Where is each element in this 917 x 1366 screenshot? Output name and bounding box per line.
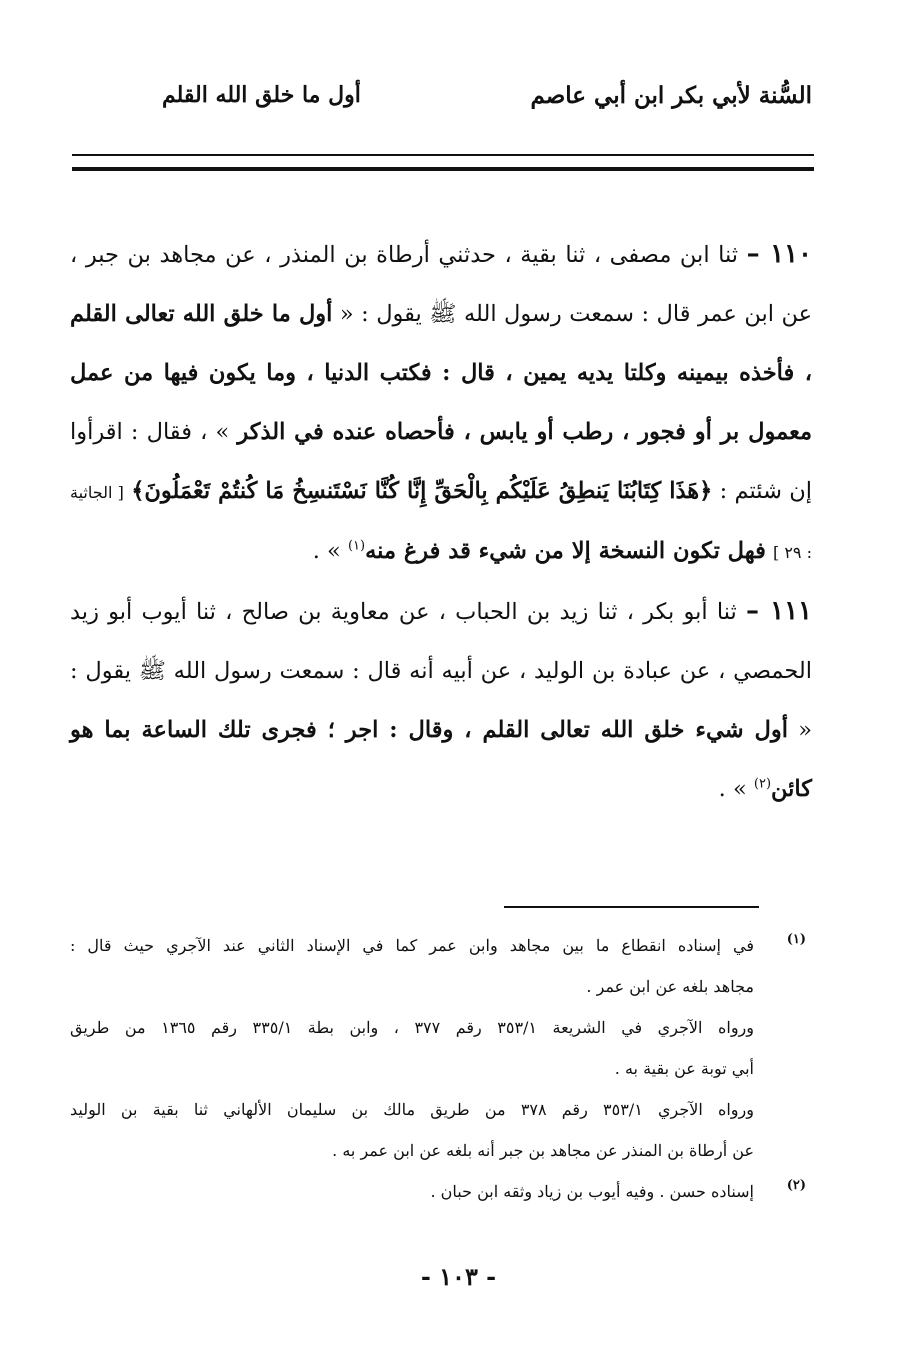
- footnote-line: ورواه الآجري في الشريعة ٣٥٣/١ رقم ٣٧٧ ، وابن بطة ٣٣٥/١ رقم ١٣٦٥ من طريق: [70, 1018, 755, 1037]
- footnote-line: إسناده حسن . وفيه أيوب بن زياد وثقه ابن حبان .: [430, 1182, 754, 1201]
- footnote-ref: (٢): [753, 776, 772, 792]
- footnote-line: عن أرطاة بن المنذر عن مجاهد بن جبر أنه بلغه عن ابن عمر به .: [332, 1141, 754, 1160]
- matn: أول ما خلق الله تعالى القلم ، فأخذه بيمينه وكلتا يديه يمين ، قال : فكتب الدنيا ، وما يكون فيها من عمل معمول بر أو فجور ، رطب أو يابس ، فأحصاه عنده في الذكر: [70, 301, 812, 445]
- footnote-line: ورواه الآجري ٣٥٣/١ رقم ٣٧٨ من طريق مالك بن سليمان الألهاني ثنا بقية بن الوليد: [70, 1100, 754, 1119]
- isnad: ثنا أبو بكر ، ثنا زيد بن الحباب ، عن معاوية بن صالح ، ثنا أيوب أبو زيد الحمصي ، عن عبادة بن الوليد ، عن أبيه أنه قال : سمعت رسول الله ﷺ يقول : «: [70, 599, 812, 743]
- footnote-1: [70, 925, 812, 1171]
- footnote-rule: [504, 906, 759, 908]
- header-rule-thin: [72, 154, 814, 156]
- footnote-line: مجاهد بلغه عن ابن عمر .: [586, 977, 754, 996]
- main-text: [70, 225, 812, 819]
- header-rule-thick: [72, 167, 814, 171]
- hadith-number: ١١٠ –: [746, 239, 812, 269]
- quran-verse: ﴿هَذَا كِتَابُنَا يَنطِقُ عَلَيْكُم بِالْحَقِّ إِنَّا كُنَّا نَسْتَنسِخُ مَا كُنتُمْ تَعْمَلُونَ﴾: [131, 478, 713, 504]
- footnote-ref: (١): [347, 538, 366, 554]
- footnote-mark: (٢): [786, 1178, 806, 1193]
- isnad: ثنا ابن مصفى ، ثنا بقية ، حدثني أرطاة بن المنذر ، عن مجاهد بن جبر ، عن ابن عمر قال : سمعت رسول الله ﷺ يقول : «: [70, 242, 812, 327]
- matn-end: فهل تكون النسخة إلا من شيء قد فرغ منه: [365, 538, 766, 564]
- after-matn: » ، فقال : اقرأوا إن شئتم :: [70, 419, 813, 504]
- page-number: - ١٠٣ -: [420, 1262, 497, 1291]
- running-header: [72, 82, 812, 132]
- matn: أول شيء خلق الله تعالى القلم ، وقال : اجر ؛ فجرى تلك الساعة بما هو كائن: [70, 717, 812, 802]
- book-title: السُّنة لأبي بكر ابن أبي عاصم: [530, 82, 812, 109]
- closing: » .: [718, 776, 747, 802]
- footnotes: [70, 925, 812, 1212]
- closing: » .: [312, 538, 341, 564]
- hadith-110: [70, 225, 812, 582]
- hadith-number: ١١١ –: [745, 596, 813, 626]
- footnote-line: أبي توبة عن بقية به .: [614, 1059, 754, 1078]
- footnote-2: [70, 1171, 812, 1212]
- hadith-111: [70, 582, 812, 819]
- footnote-mark: (١): [786, 932, 806, 947]
- chapter-title: أول ما خلق الله القلم: [162, 82, 361, 108]
- footnote-line: في إسناده انقطاع ما بين مجاهد وابن عمر كما في الإسناد الثاني عند الآجري حيث قال :: [70, 936, 754, 955]
- verse-citation: [ الجاثية : ٢٩ ]: [70, 483, 812, 562]
